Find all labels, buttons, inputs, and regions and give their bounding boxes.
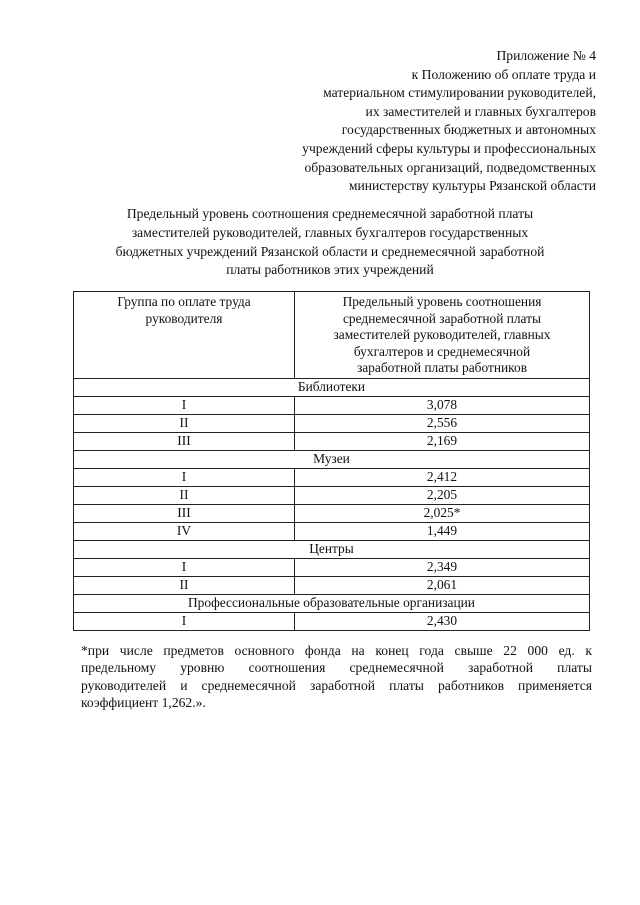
table-row: [74, 396, 590, 414]
appendix-line: учреждений сферы культуры и профессиональных: [302, 140, 596, 156]
header-text: Предельный уровень соотношения: [342, 294, 542, 309]
group-cell: III: [74, 432, 295, 450]
value-cell: 2,061: [295, 576, 590, 594]
value-cell: 3,078: [295, 396, 590, 414]
section-row-centers: [74, 540, 590, 558]
value-cell: 2,349: [295, 558, 590, 576]
group-cell: I: [74, 396, 295, 414]
header-text: заместителей руководителей, главных: [333, 327, 551, 342]
group-cell: II: [74, 414, 295, 432]
value-cell: 2,556: [295, 414, 590, 432]
group-cell: I: [74, 612, 295, 630]
group-cell: IV: [74, 522, 295, 540]
title-line: Предельный уровень соотношения среднемесячной заработной платы: [126, 206, 534, 221]
section-title: Музеи: [74, 450, 590, 468]
title-line: платы работников этих учреждений: [226, 262, 434, 278]
footnote-line: руководителей и среднемесячной заработной платы работников применяется: [81, 677, 592, 693]
appendix-line: их заместителей и главных бухгалтеров: [365, 103, 596, 119]
group-cell: II: [74, 576, 295, 594]
footnote: [81, 642, 592, 712]
value-cell: 1,449: [295, 522, 590, 540]
column-header-group: [74, 292, 295, 379]
value-cell: 2,025*: [295, 504, 590, 522]
table-row: [74, 576, 590, 594]
section-row-professional-organizations: [74, 594, 590, 612]
document-title: [60, 205, 600, 280]
column-header-level: [295, 292, 590, 379]
header-text: среднемесячной заработной платы: [342, 310, 541, 326]
table-row: [74, 504, 590, 522]
appendix-line: министерству культуры Рязанской области: [348, 178, 596, 194]
ratio-table: [73, 291, 590, 631]
table-header-row: [74, 292, 590, 379]
appendix-line: материальном стимулировании руководителей,: [323, 85, 596, 101]
table-row: [74, 414, 590, 432]
appendix-number: Приложение № 4: [496, 48, 596, 63]
header-text: Группа по оплате труда: [117, 294, 251, 309]
value-cell: 2,412: [295, 468, 590, 486]
table-row: [74, 468, 590, 486]
appendix-line: образовательных организаций, подведомственных: [304, 159, 596, 175]
footnote-line: *при числе предметов основного фонда на конец года свыше 22 000 ед. к: [81, 643, 592, 658]
title-line: заместителей руководителей, главных бухгалтеров государственных: [131, 224, 529, 240]
header-text: бухгалтеров и среднемесячной: [353, 343, 531, 359]
group-cell: II: [74, 486, 295, 504]
section-row-museums: [74, 450, 590, 468]
group-cell: I: [74, 468, 295, 486]
group-cell: III: [74, 504, 295, 522]
value-cell: 2,169: [295, 432, 590, 450]
appendix-line: к Положению об оплате труда и: [411, 66, 596, 82]
table-row: [74, 558, 590, 576]
table-row: [74, 612, 590, 630]
group-cell: I: [74, 558, 295, 576]
value-cell: 2,430: [295, 612, 590, 630]
header-text: руководителя: [145, 310, 223, 326]
footnote-line: коэффициент 1,262.».: [81, 695, 206, 711]
header-text: заработной платы работников: [356, 360, 528, 375]
table-row: [74, 432, 590, 450]
section-title: Библиотеки: [74, 378, 590, 396]
appendix-line: государственных бюджетных и автономных: [341, 122, 596, 138]
value-cell: 2,205: [295, 486, 590, 504]
section-title: Профессиональные образовательные организации: [74, 594, 590, 612]
section-title: Центры: [74, 540, 590, 558]
section-row-libraries: [74, 378, 590, 396]
title-line: бюджетных учреждений Рязанской области и среднемесячной заработной: [115, 243, 545, 259]
table-row: [74, 522, 590, 540]
footnote-line: предельному уровню соотношения среднемесячной заработной платы: [81, 660, 592, 676]
table-row: [74, 486, 590, 504]
appendix-header: [236, 47, 596, 196]
